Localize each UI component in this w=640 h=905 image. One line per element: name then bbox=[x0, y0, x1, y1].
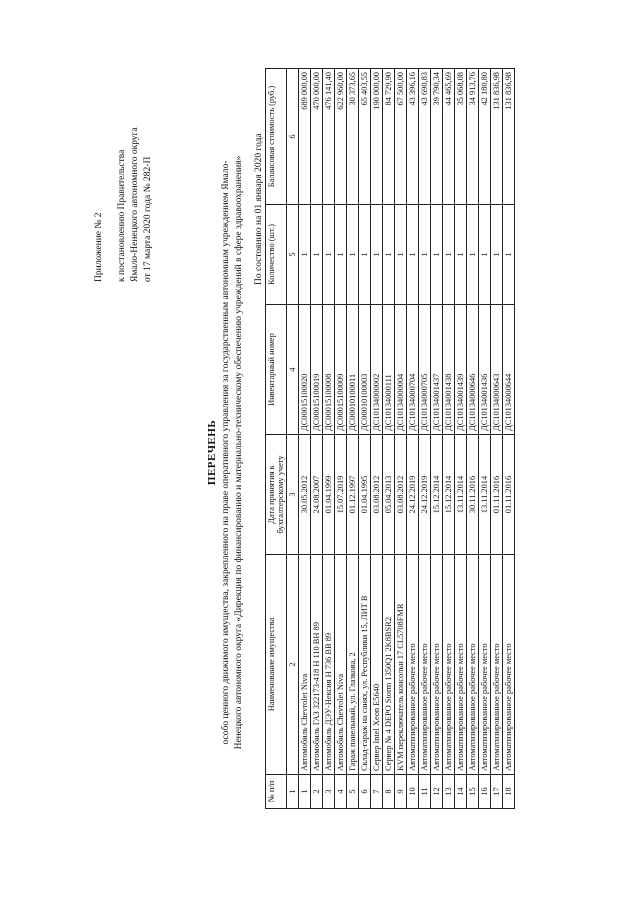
cell-date: 30.05.2012 bbox=[299, 435, 311, 555]
cell-date: 24.12.2019 bbox=[407, 435, 419, 555]
cell-value: 44 465,69 bbox=[443, 69, 455, 205]
cell-number: 10 bbox=[407, 775, 419, 809]
cell-inventory: ДС10134000643 bbox=[491, 305, 503, 435]
cell-number: 12 bbox=[431, 775, 443, 809]
document-title: ПЕРЕЧЕНЬ bbox=[206, 419, 218, 486]
cell-value: 43 690,83 bbox=[419, 69, 431, 205]
property-table bbox=[265, 68, 515, 809]
cell-value: 131 836,98 bbox=[503, 69, 515, 205]
cell-number: 2 bbox=[311, 775, 323, 809]
cell-date: 15.12.2014 bbox=[443, 435, 455, 555]
col-number: 5 bbox=[287, 205, 299, 305]
col-number: 6 bbox=[287, 69, 299, 205]
cell-inventory: ДС00015100009 bbox=[335, 305, 347, 435]
cell-number: 6 bbox=[359, 775, 371, 809]
table-row bbox=[383, 69, 395, 809]
cell-date: 24.12.2019 bbox=[419, 435, 431, 555]
cell-value: 34 913,76 bbox=[467, 69, 479, 205]
cell-name: Автоматизированное рабочее место bbox=[467, 555, 479, 775]
cell-number: 11 bbox=[419, 775, 431, 809]
cell-date: 15.07.2019 bbox=[335, 435, 347, 555]
header-inventory: Инвентарный номер bbox=[266, 305, 287, 435]
cell-quantity: 1 bbox=[407, 205, 419, 305]
cell-name: Автоматизированное рабочее место bbox=[491, 555, 503, 775]
annex-header bbox=[93, 127, 155, 282]
cell-inventory: ДС10134001438 bbox=[443, 305, 455, 435]
cell-quantity: 1 bbox=[359, 205, 371, 305]
header-name: Наименование имущества bbox=[266, 555, 287, 775]
cell-inventory: ДС10134000002 bbox=[371, 305, 383, 435]
cell-name: Склад-гараж на санях, ул. Республики 15, ЛИТ В bbox=[359, 555, 371, 775]
cell-quantity: 1 bbox=[323, 205, 335, 305]
cell-date: 13.11.2014 bbox=[479, 435, 491, 555]
cell-value: 65 403,55 bbox=[359, 69, 371, 205]
subtitle-line-1: особо ценного движимого имущества, закрепленного на праве оперативного управления за государственным автономным учреждением Ямало- bbox=[221, 160, 231, 745]
annex-line-2: к постановлению Правительства bbox=[117, 149, 127, 282]
header-date: Дата принятия к бухгалтерскому учету bbox=[266, 435, 287, 555]
cell-value: 689 000,00 bbox=[299, 69, 311, 205]
cell-number: 8 bbox=[383, 775, 395, 809]
cell-number: 5 bbox=[347, 775, 359, 809]
table-row bbox=[491, 69, 503, 809]
cell-name: Автоматизированное рабочее место bbox=[443, 555, 455, 775]
table-row bbox=[335, 69, 347, 809]
cell-name: Автоматизированное рабочее место bbox=[503, 555, 515, 775]
cell-date: 15.12.2014 bbox=[431, 435, 443, 555]
cell-name: KVM переключатель консольн 17 CL5708FMR bbox=[395, 555, 407, 775]
cell-name: Автоматизированное рабочее место bbox=[407, 555, 419, 775]
cell-date: 03.08.2012 bbox=[395, 435, 407, 555]
cell-inventory: ДС10134000644 bbox=[503, 305, 515, 435]
cell-quantity: 1 bbox=[299, 205, 311, 305]
cell-value: 84 729,90 bbox=[383, 69, 395, 205]
cell-inventory: ДС10134000705 bbox=[419, 305, 431, 435]
cell-quantity: 1 bbox=[395, 205, 407, 305]
cell-value: 476 141,40 bbox=[323, 69, 335, 205]
table-row bbox=[407, 69, 419, 809]
cell-quantity: 1 bbox=[371, 205, 383, 305]
cell-date: 01.04.1995 bbox=[359, 435, 371, 555]
cell-name: Автоматизированное рабочее место bbox=[431, 555, 443, 775]
cell-inventory: ДС00015100020 bbox=[299, 305, 311, 435]
cell-number: 1 bbox=[299, 775, 311, 809]
table-row bbox=[299, 69, 311, 809]
column-number-row bbox=[287, 69, 299, 809]
cell-quantity: 1 bbox=[335, 205, 347, 305]
table-header-row bbox=[266, 69, 287, 809]
cell-number: 16 bbox=[479, 775, 491, 809]
cell-name: Сервер № 4 DEPO Storm 1350Q1 2K8BSR2 bbox=[383, 555, 395, 775]
table-row bbox=[395, 69, 407, 809]
cell-inventory: ДС00015100008 bbox=[323, 305, 335, 435]
cell-inventory: ДС10134000004 bbox=[395, 305, 407, 435]
cell-name: Гараж панельный, ул. Глазкова, 2 bbox=[347, 555, 359, 775]
cell-quantity: 1 bbox=[431, 205, 443, 305]
cell-date: 03.08.2012 bbox=[371, 435, 383, 555]
cell-value: 470 000,00 bbox=[311, 69, 323, 205]
cell-inventory: ДС10134000704 bbox=[407, 305, 419, 435]
cell-name: Автоматизированное рабочее место bbox=[419, 555, 431, 775]
cell-value: 42 180,80 bbox=[479, 69, 491, 205]
cell-quantity: 1 bbox=[491, 205, 503, 305]
table-row bbox=[467, 69, 479, 809]
cell-date: 13.11.2014 bbox=[455, 435, 467, 555]
table-row bbox=[323, 69, 335, 809]
cell-quantity: 1 bbox=[467, 205, 479, 305]
table-row bbox=[371, 69, 383, 809]
cell-number: 7 bbox=[371, 775, 383, 809]
table-row bbox=[311, 69, 323, 809]
annex-line-1: Приложение № 2 bbox=[94, 212, 104, 282]
cell-value: 35 068,08 bbox=[455, 69, 467, 205]
cell-quantity: 1 bbox=[503, 205, 515, 305]
cell-date: 01.04.1999 bbox=[323, 435, 335, 555]
table-row bbox=[443, 69, 455, 809]
cell-value: 622 960,00 bbox=[335, 69, 347, 205]
cell-date: 24.08.2007 bbox=[311, 435, 323, 555]
cell-value: 131 836,98 bbox=[491, 69, 503, 205]
cell-date: 30.11.2016 bbox=[467, 435, 479, 555]
cell-quantity: 1 bbox=[383, 205, 395, 305]
cell-inventory: ДС10134001436 bbox=[479, 305, 491, 435]
cell-number: 14 bbox=[455, 775, 467, 809]
cell-inventory: ДС10134001439 bbox=[455, 305, 467, 435]
col-number: 1 bbox=[287, 775, 299, 809]
document-subtitle bbox=[220, 40, 246, 865]
cell-number: 13 bbox=[443, 775, 455, 809]
cell-quantity: 1 bbox=[455, 205, 467, 305]
col-number: 2 bbox=[287, 555, 299, 775]
subtitle-line-2: Ненецкого автономного округа «Дирекция по финансированию и материально-техническому обеспечению учреждений в сфере здравоохранения» bbox=[234, 155, 244, 750]
table-body bbox=[299, 69, 515, 809]
cell-inventory: ДС10134001437 bbox=[431, 305, 443, 435]
cell-value: 67 500,00 bbox=[395, 69, 407, 205]
cell-inventory: ДС10134000111 bbox=[383, 305, 395, 435]
cell-number: 17 bbox=[491, 775, 503, 809]
cell-date: 01.12.1997 bbox=[347, 435, 359, 555]
as-of-date: По состоянию на 01 января 2020 года bbox=[254, 133, 264, 285]
cell-name: Автомобиль Chevrolet Niva bbox=[335, 555, 347, 775]
cell-inventory: ДС00015100019 bbox=[311, 305, 323, 435]
cell-name: Автомобиль Chevrolet Niva bbox=[299, 555, 311, 775]
cell-value: 190 000,00 bbox=[371, 69, 383, 205]
table-row bbox=[347, 69, 359, 809]
cell-number: 3 bbox=[323, 775, 335, 809]
cell-quantity: 1 bbox=[311, 205, 323, 305]
cell-number: 9 bbox=[395, 775, 407, 809]
cell-number: 15 bbox=[467, 775, 479, 809]
cell-quantity: 1 bbox=[347, 205, 359, 305]
cell-value: 39 790,34 bbox=[431, 69, 443, 205]
cell-date: 05.04.2013 bbox=[383, 435, 395, 555]
cell-date: 01.11.2016 bbox=[491, 435, 503, 555]
cell-value: 30 373,65 bbox=[347, 69, 359, 205]
cell-quantity: 1 bbox=[419, 205, 431, 305]
table-row bbox=[359, 69, 371, 809]
cell-name: Автоматизированное рабочее место bbox=[479, 555, 491, 775]
cell-name: Сервер Intel Xeon E5640 bbox=[371, 555, 383, 775]
table-row bbox=[431, 69, 443, 809]
col-number: 4 bbox=[287, 305, 299, 435]
table-row bbox=[455, 69, 467, 809]
cell-inventory: ДС10134000646 bbox=[467, 305, 479, 435]
cell-value: 43 396,16 bbox=[407, 69, 419, 205]
cell-name: Автомобиль ГАЗ 322173-418 Н 110 ВН 89 bbox=[311, 555, 323, 775]
annex-line-4: от 17 марта 2020 года № 282-П bbox=[143, 156, 153, 282]
cell-number: 4 bbox=[335, 775, 347, 809]
header-value: Балансовая стоимость (руб.) bbox=[266, 69, 287, 205]
col-number: 3 bbox=[287, 435, 299, 555]
cell-inventory: ДС00010100003 bbox=[359, 305, 371, 435]
cell-inventory: ДС00010100011 bbox=[347, 305, 359, 435]
table-row bbox=[419, 69, 431, 809]
table-row bbox=[479, 69, 491, 809]
cell-date: 01.11.2016 bbox=[503, 435, 515, 555]
cell-quantity: 1 bbox=[479, 205, 491, 305]
cell-name: Автоматизированное рабочее место bbox=[455, 555, 467, 775]
header-number: № п/п bbox=[266, 775, 287, 809]
annex-line-3: Ямало-Ненецкого автономного округа bbox=[130, 127, 140, 282]
cell-number: 18 bbox=[503, 775, 515, 809]
header-quantity: Количество (шт.) bbox=[266, 205, 287, 305]
table-row bbox=[503, 69, 515, 809]
cell-quantity: 1 bbox=[443, 205, 455, 305]
cell-name: Автомобиль ДЭУ-Нексия Н 736 ВВ 89 bbox=[323, 555, 335, 775]
